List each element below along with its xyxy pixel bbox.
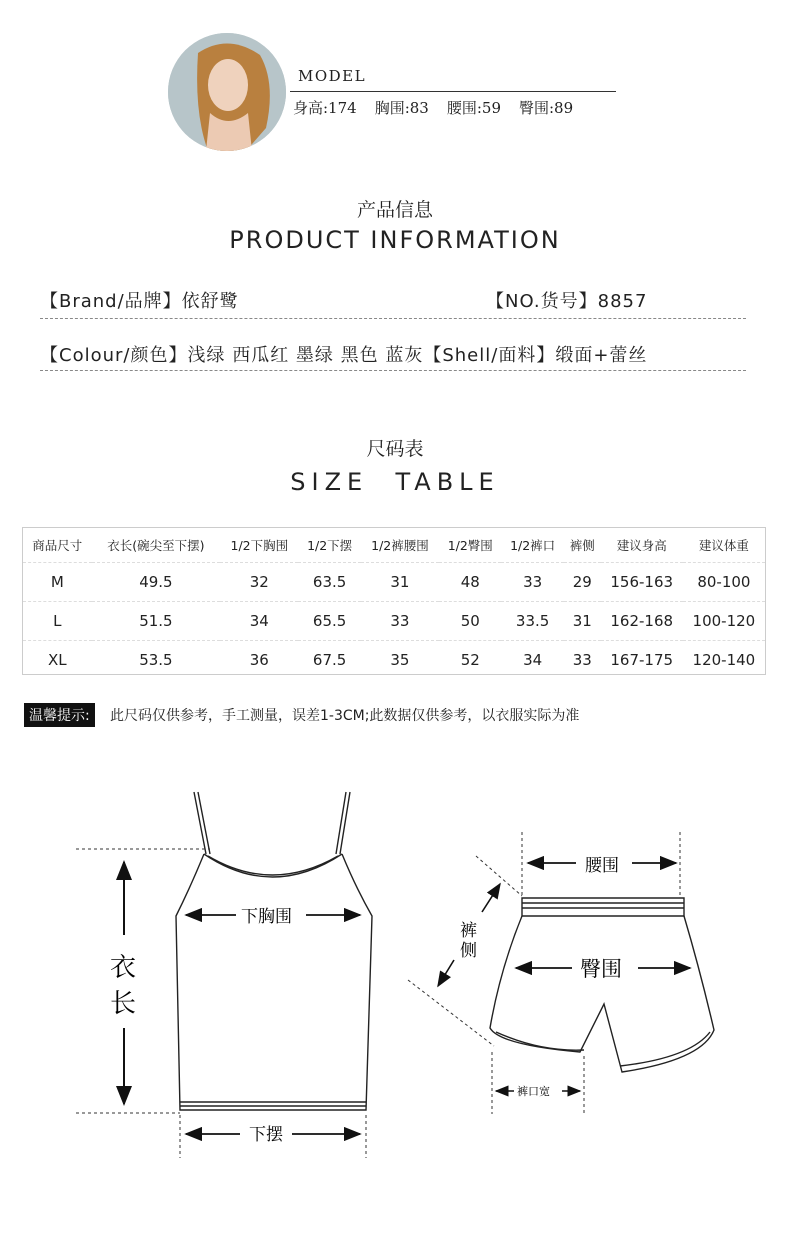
table-cell: 33 [564,641,601,680]
measurement-diagram [0,770,790,1170]
table-cell: 33.5 [501,602,563,641]
leg-opening-label: 裤口宽 [517,1085,550,1098]
model-height: 身高:174 [293,99,357,117]
side-label: 侧 [460,941,477,961]
size-table-title-en: SIZE TABLE [290,468,500,496]
dashed-divider [40,370,746,371]
product-info-title-cn: 产品信息 [356,199,433,221]
column-header: 建议身高 [616,538,667,553]
size-table-title-cn: 尺码表 [366,438,424,460]
table-cell: 33 [501,563,563,602]
column-header: 裤侧 [569,538,595,553]
column-header: 1/2裤腰围 [371,538,429,553]
model-label: MODEL [298,67,367,85]
side-label: 裤 [460,921,477,941]
table-cell: 65.5 [298,602,360,641]
size-table [22,527,766,675]
table-cell: 36 [220,641,298,680]
table-cell: 35 [361,641,439,680]
column-header: 建议体重 [698,538,749,553]
tip-text: 此尺码仅供参考，手工测量，误差1-3CM;此数据仅供参考，以衣服实际为准 [110,708,580,724]
product-info-title-en: PRODUCT INFORMATION [229,226,561,254]
top-length-label: 长 [110,989,137,1019]
model-hip: 臀围:89 [519,99,574,117]
tip-badge: 温馨提示: [24,703,95,727]
table-cell: 120-140 [683,641,765,680]
underbust-label: 下胸围 [241,907,292,927]
table-cell: 34 [501,641,563,680]
table-cell: 80-100 [683,563,765,602]
colour-shell-field: 【Colour/颜色】浅绿 西瓜红 墨绿 黑色 蓝灰【Shell/面料】缎面+蕾丝 [40,345,648,366]
column-header: 1/2裤口 [510,538,556,553]
camisole-outline [176,792,372,1110]
table-row [23,563,765,602]
table-cell: 53.5 [92,641,221,680]
model-stats [293,97,573,118]
hem-label: 下摆 [249,1125,283,1145]
table-cell: 34 [220,602,298,641]
column-header: 1/2下胸围 [230,538,289,553]
brand-field: 【Brand/品牌】依舒鹭 [40,291,239,312]
dashed-divider [40,318,746,319]
table-cell: M [23,563,92,602]
waist-label: 腰围 [585,856,619,876]
table-cell: 49.5 [92,563,221,602]
table-cell: 29 [564,563,601,602]
table-header-row [23,528,765,563]
column-header: 衣长(碗尖至下摆) [107,538,205,553]
table-cell: 48 [439,563,501,602]
model-waist: 腰围:59 [446,99,501,117]
table-row [23,641,765,680]
table-row [23,602,765,641]
table-cell: XL [23,641,92,680]
table-cell: 33 [361,602,439,641]
column-header: 商品尺寸 [32,538,83,553]
table-cell: 32 [220,563,298,602]
divider [290,91,616,92]
column-header: 1/2下摆 [307,538,353,553]
table-cell: L [23,602,92,641]
item-number-field: 【NO.货号】8857 [486,291,648,312]
top-length-label: 衣 [110,953,137,983]
table-cell: 31 [564,602,601,641]
shorts-outline [490,898,714,1072]
model-photo [168,33,286,151]
table-cell: 51.5 [92,602,221,641]
table-cell: 156-163 [601,563,683,602]
table-cell: 63.5 [298,563,360,602]
table-cell: 67.5 [298,641,360,680]
table-cell: 50 [439,602,501,641]
table-cell: 52 [439,641,501,680]
table-cell: 167-175 [601,641,683,680]
table-cell: 100-120 [683,602,765,641]
table-cell: 31 [361,563,439,602]
model-bust: 胸围:83 [374,99,429,117]
column-header: 1/2臀围 [447,538,493,553]
table-cell: 162-168 [601,602,683,641]
hip-label: 臀围 [580,957,622,981]
